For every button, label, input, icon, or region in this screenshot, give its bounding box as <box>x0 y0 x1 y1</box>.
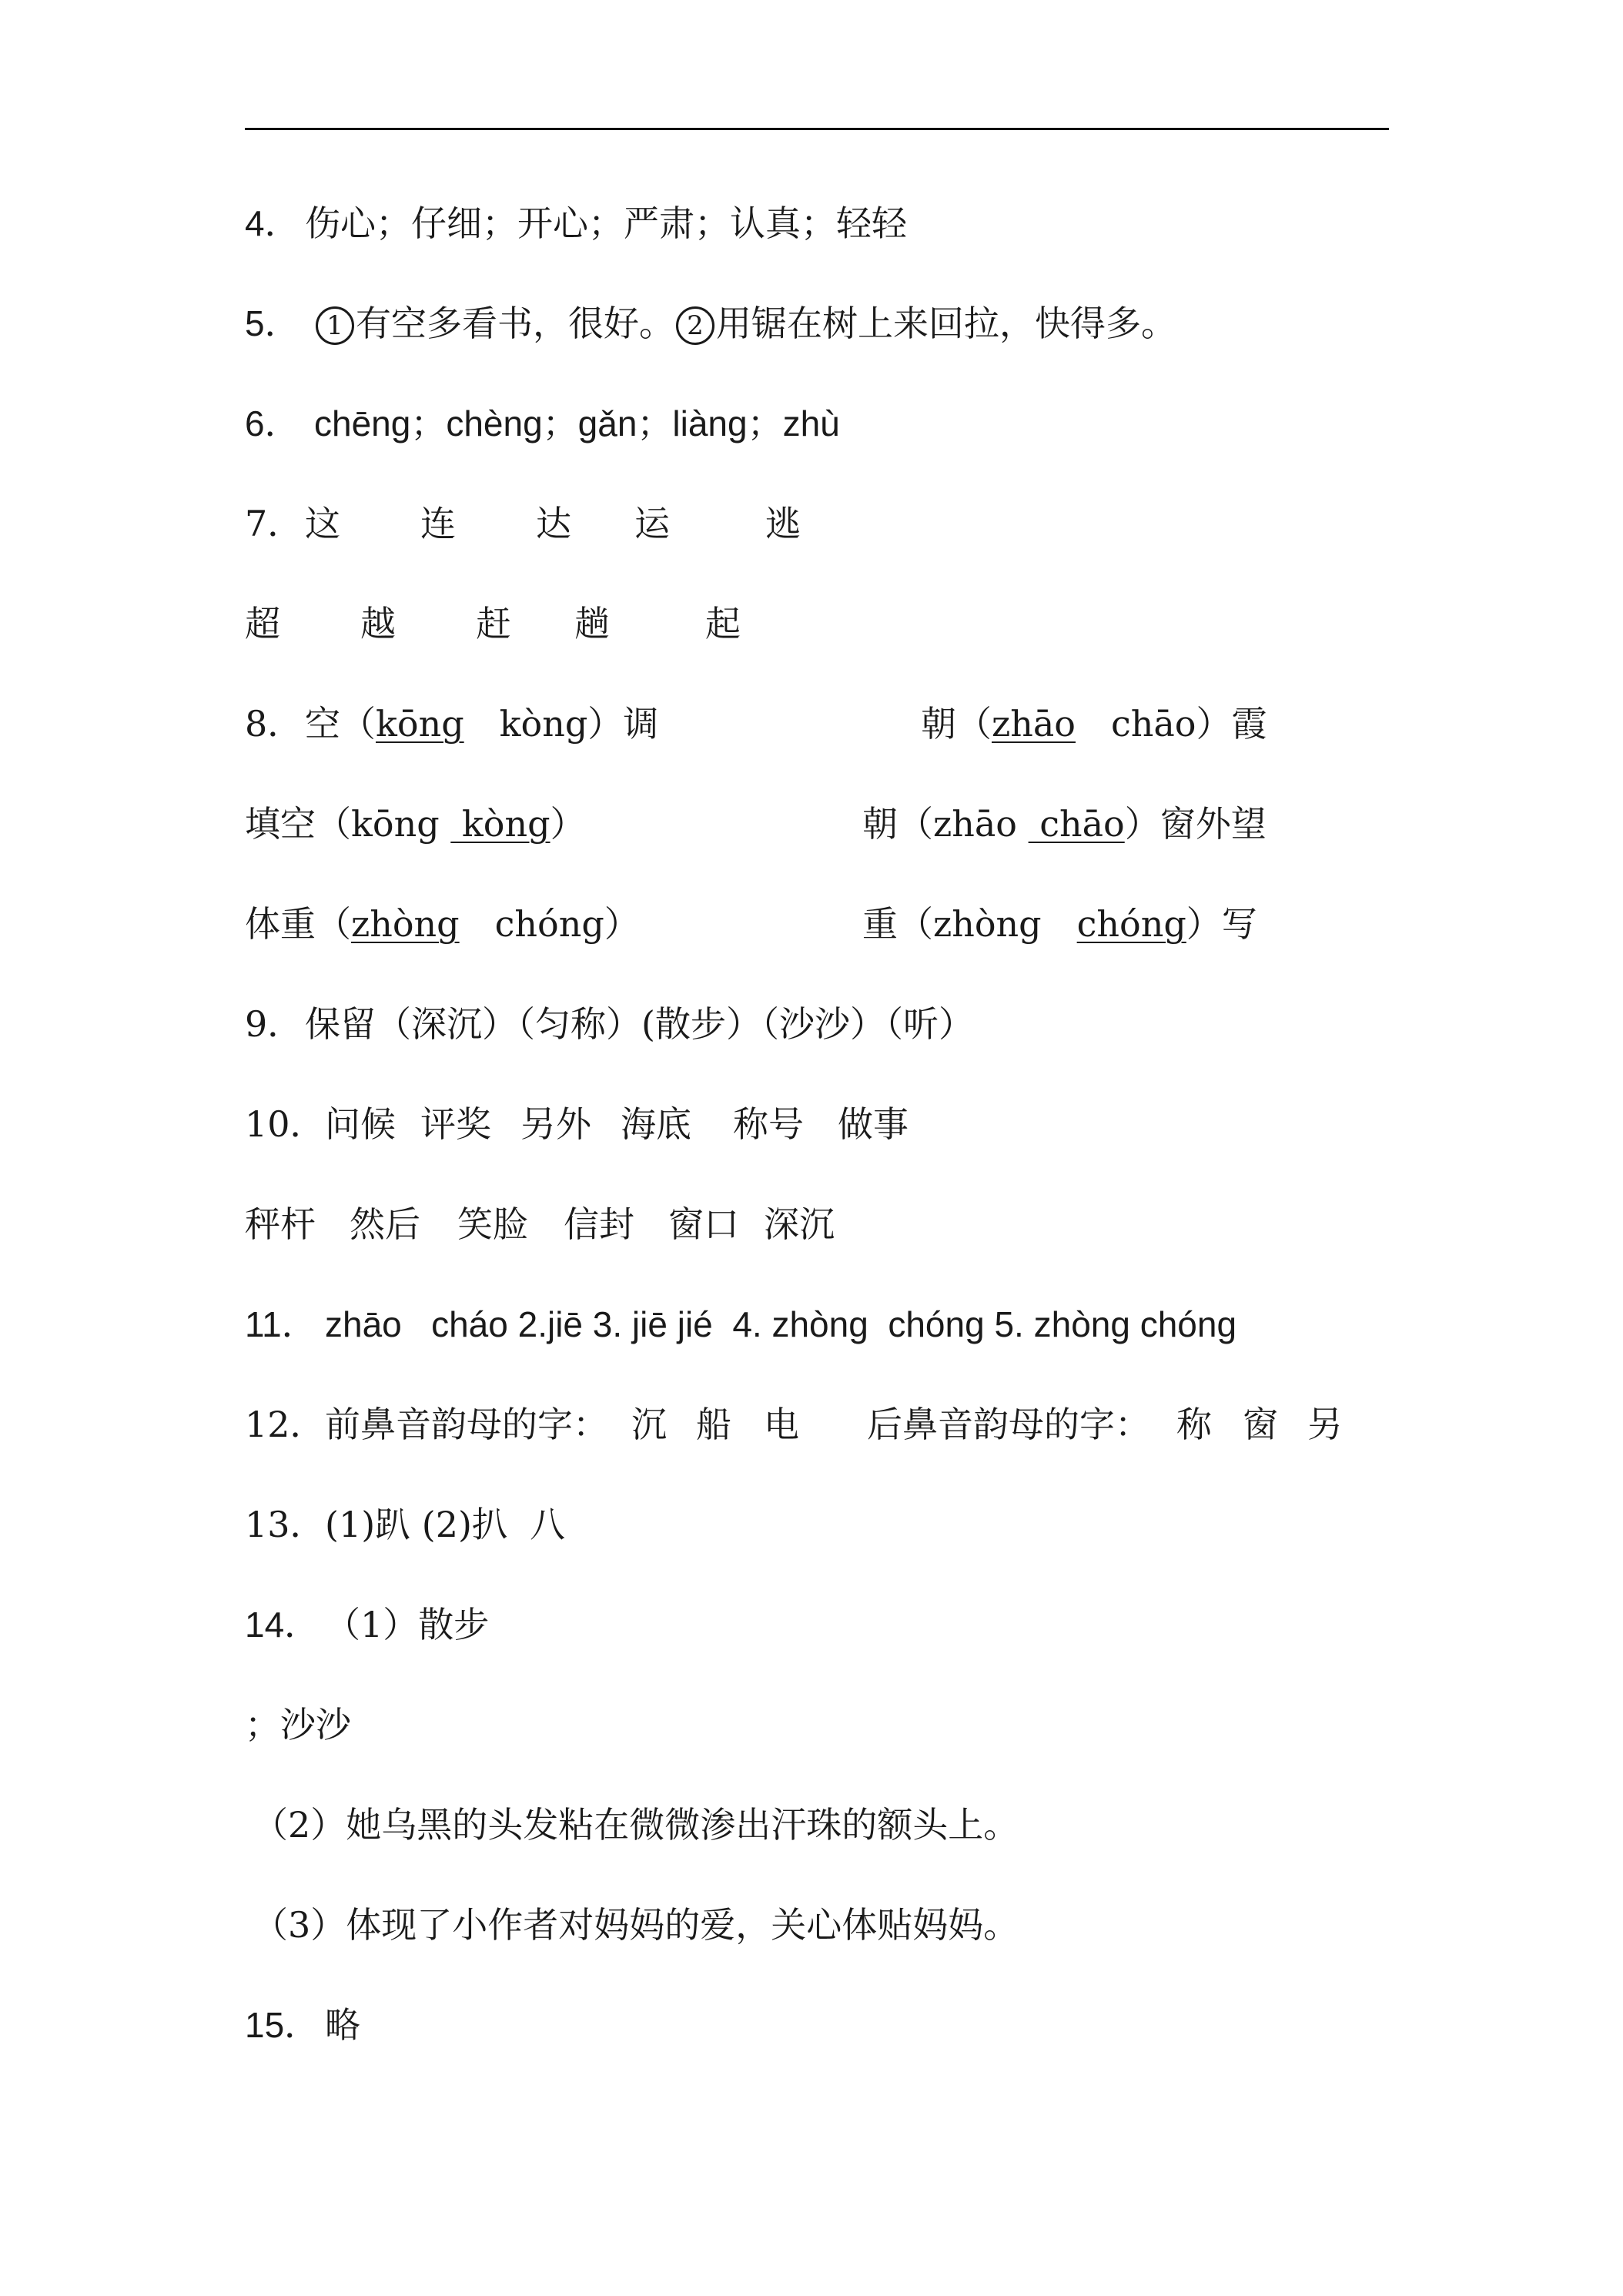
answer-8-text: 体重（ <box>245 903 351 945</box>
answer-8-underlined: kōng <box>376 703 464 745</box>
answer-10-word: 秤杆 <box>245 1203 316 1245</box>
answer-12-char: 船 <box>696 1404 731 1445</box>
answer-6 <box>245 400 840 447</box>
answer-4-number: 4． <box>245 203 300 243</box>
answer-7-char: 运 <box>634 503 670 544</box>
answer-8-item <box>245 901 640 947</box>
answer-14-line-1: （1）散步 <box>325 1604 490 1645</box>
answer-8-text: 填空（kōng <box>245 803 451 845</box>
answer-8-text: ）窗外望 <box>1124 803 1267 845</box>
answer-7-char: 达 <box>536 503 571 544</box>
answer-9-text: 保留（深沉）（匀称）(散步）（沙沙）（听） <box>305 1003 974 1045</box>
answer-14-line-4 <box>245 1902 1019 1948</box>
answer-10-word: 窗口 <box>668 1203 739 1245</box>
answer-6-pinyin: chēng；chèng；gǎn；liàng；zhù <box>314 403 840 443</box>
header-rule <box>245 128 1389 130</box>
answer-10-row-2 <box>245 1201 835 1247</box>
answer-15-text: 略 <box>325 2004 360 2046</box>
answer-9 <box>245 1001 974 1047</box>
answer-5-text <box>314 300 1176 346</box>
answer-14-line-3 <box>245 1802 1019 1848</box>
answer-12-back-label: 后鼻音韵母的字： <box>867 1404 1150 1445</box>
answer-7-char: 起 <box>705 603 741 644</box>
answer-10-word: 评奖 <box>420 1103 491 1145</box>
answer-7-char: 超 <box>245 603 280 644</box>
answer-8-underlined: zhāo <box>992 703 1076 745</box>
answer-12-char: 窗 <box>1243 1404 1278 1445</box>
answer-7-char: 逃 <box>765 503 801 544</box>
answer-7-char: 这 <box>305 503 340 544</box>
answer-14-number: 14． <box>245 1605 320 1645</box>
answer-7-row-1 <box>245 500 801 547</box>
answer-8-text: 朝（zhāo <box>862 803 1029 845</box>
answer-8-text: chāo）霞 <box>1075 703 1267 745</box>
answer-5-circled-2: 2 <box>676 306 714 345</box>
answer-10-word: 深沉 <box>764 1203 835 1245</box>
answer-10-word: 海底 <box>621 1103 691 1145</box>
answer-8-item <box>245 801 586 847</box>
answer-4-text: 伤心；仔细；开心；严肃；认真；轻轻 <box>305 202 907 244</box>
answer-7-char: 赶 <box>476 603 511 644</box>
answer-8-underlined: chóng <box>1076 903 1186 945</box>
answer-10-word: 另外 <box>520 1103 591 1145</box>
answer-8-row-2 <box>245 801 1267 847</box>
answer-10-number: 10． <box>245 1103 326 1145</box>
answer-7-char: 趟 <box>574 603 610 644</box>
answer-15-number: 15． <box>245 2005 320 2045</box>
answer-8-text: 朝（ <box>921 703 992 745</box>
answer-8-item <box>921 701 1267 747</box>
answer-8-text: ）写 <box>1186 903 1257 945</box>
answer-8-text: kòng）调 <box>463 703 659 745</box>
answer-4 <box>245 200 907 246</box>
answer-12-number: 12． <box>245 1404 326 1445</box>
answer-8-row-3 <box>245 901 1257 947</box>
answer-9-number: 9． <box>245 1003 303 1045</box>
answer-12-char: 沉 <box>631 1404 667 1445</box>
answer-6-number: 6． <box>245 403 300 443</box>
answer-8-underlined: kòng <box>450 803 550 845</box>
answer-10-word: 然后 <box>350 1203 420 1245</box>
answer-8-text: 重（zhòng <box>862 903 1077 945</box>
answer-12-front-label: 前鼻音韵母的字： <box>325 1404 608 1445</box>
answer-8-underlined: zhòng <box>351 903 460 945</box>
answer-5-sentence-1: 有空多看书，很好。 <box>356 303 674 344</box>
answer-14-line-2-text: ；沙沙 <box>245 1704 351 1745</box>
answer-12-char: 电 <box>764 1404 799 1445</box>
answer-8-item <box>305 701 658 747</box>
answer-7-char: 连 <box>420 503 456 544</box>
answer-5-number: 5． <box>245 303 300 343</box>
answer-10-word: 做事 <box>838 1103 909 1145</box>
answer-8-underlined: chāo <box>1028 803 1125 845</box>
answer-14-line-4-text: （3）体现了小作者对妈妈的爱，关心体贴妈妈。 <box>253 1904 1019 1946</box>
answer-10-word: 称号 <box>733 1103 804 1145</box>
answer-14 <box>245 1602 490 1648</box>
answer-8-text: chóng） <box>459 903 640 945</box>
answer-11 <box>245 1301 1237 1347</box>
answer-11-number: 11． <box>245 1304 317 1344</box>
answer-8-text: 空（ <box>305 703 376 745</box>
answer-12-char: 称 <box>1176 1404 1212 1445</box>
answer-10-word: 信封 <box>564 1203 634 1245</box>
answer-11-text: zhāo cháo 2.jiē 3. jiē jié 4. zhòng chóng 5. zhòng chóng <box>325 1304 1237 1344</box>
answer-5-circled-1: 1 <box>316 306 354 345</box>
answer-8-text: ） <box>550 803 586 845</box>
answer-7-number: 7． <box>245 503 303 544</box>
answer-5 <box>245 300 1176 346</box>
answer-8-item <box>862 901 1257 947</box>
answer-12 <box>245 1401 1343 1448</box>
answer-8-number: 8． <box>245 703 303 745</box>
answer-7-char: 越 <box>360 603 396 644</box>
answer-8-row-1 <box>245 701 1267 747</box>
answer-13-text: (1)趴 (2)扒 八 <box>325 1504 566 1545</box>
answer-10-word: 问候 <box>325 1103 396 1145</box>
answer-10-row-1 <box>245 1101 909 1147</box>
answer-12-char: 另 <box>1307 1404 1343 1445</box>
answer-10-word: 笑脸 <box>457 1203 528 1245</box>
answer-7-row-2 <box>245 601 741 647</box>
answer-14-line-2 <box>245 1702 351 1748</box>
answer-14-line-3-text: （2）她乌黑的头发粘在微微渗出汗珠的额头上。 <box>253 1804 1019 1846</box>
answer-13-number: 13． <box>245 1504 326 1545</box>
answer-5-sentence-2: 用锯在树上来回拉，快得多。 <box>716 303 1176 344</box>
answer-13 <box>245 1501 566 1548</box>
answer-8-item <box>862 801 1267 847</box>
answer-15 <box>245 2002 360 2048</box>
